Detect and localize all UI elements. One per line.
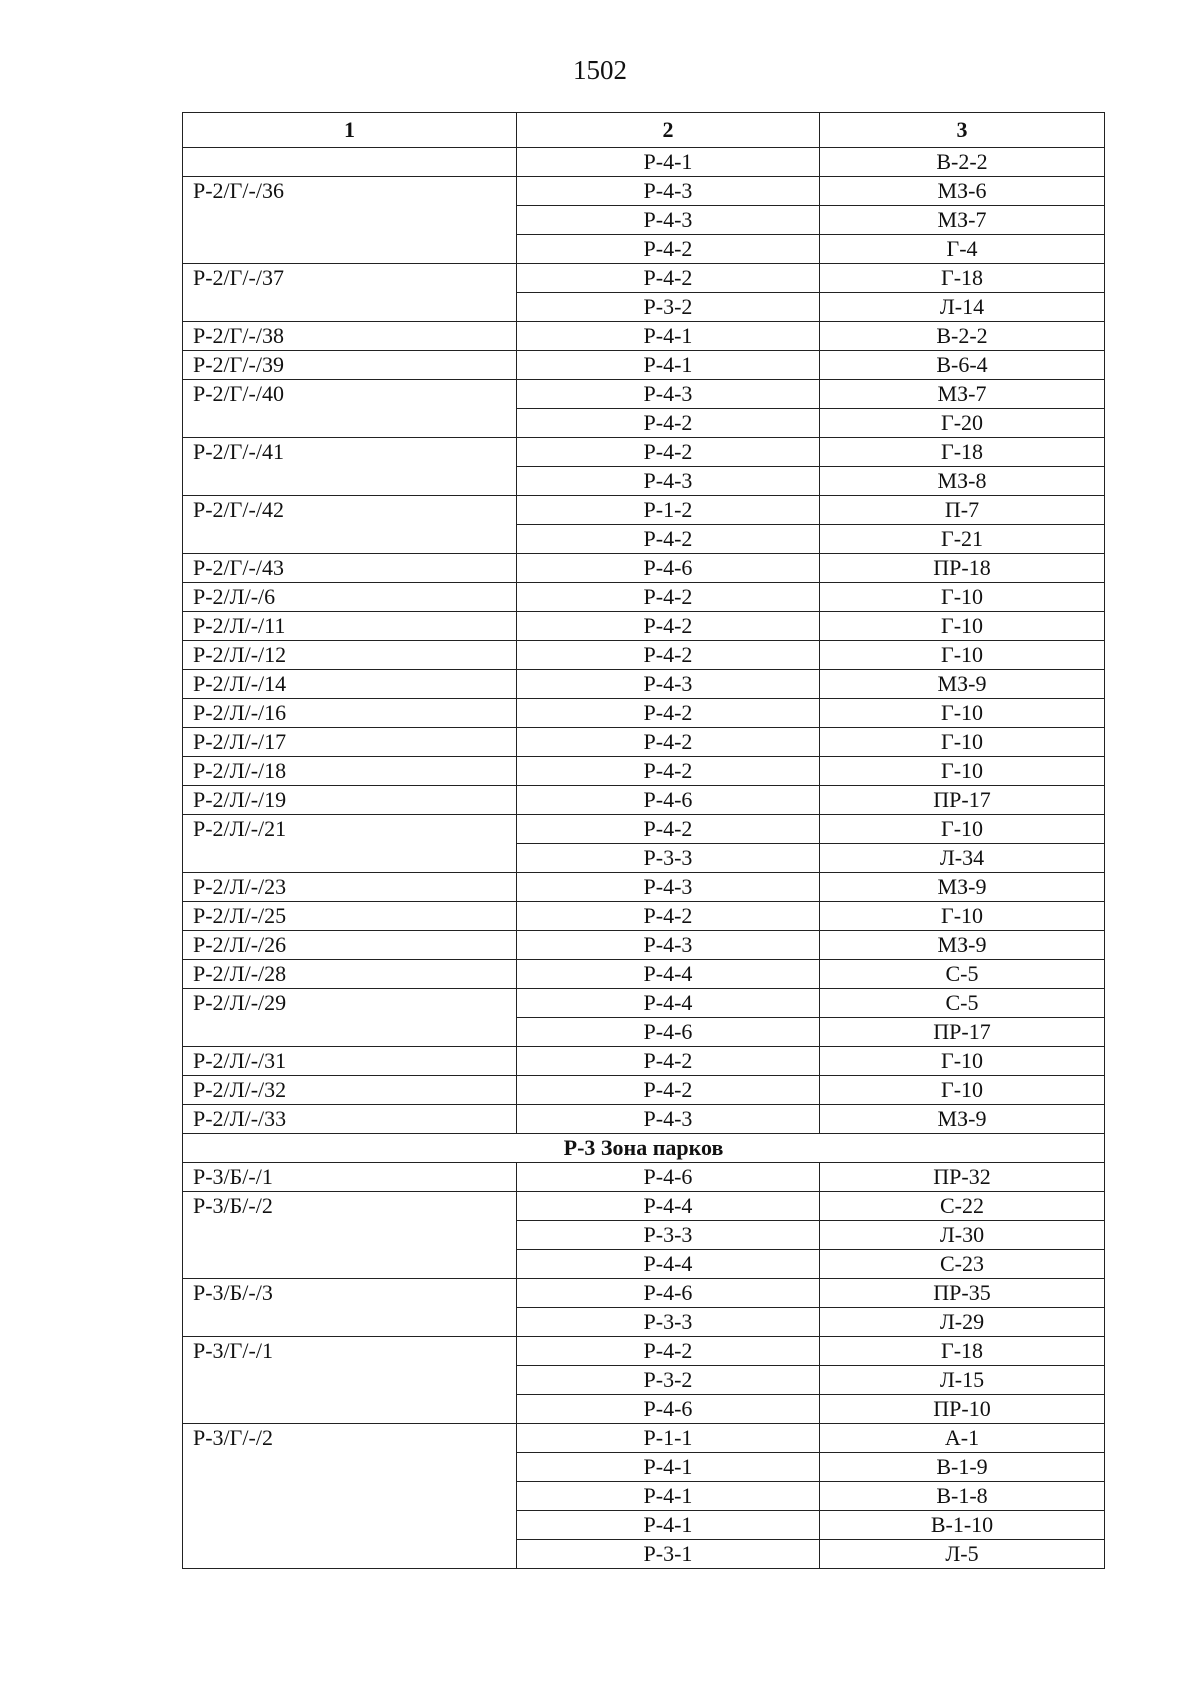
- column-3-cell: Г-10: [820, 699, 1105, 728]
- section-row: [183, 1134, 1105, 1163]
- column-2-cell: Р-4-2: [517, 641, 820, 670]
- column-2-cell: Р-4-2: [517, 1337, 820, 1366]
- header-col-3: 3: [820, 113, 1105, 148]
- column-3-cell: Г-10: [820, 1047, 1105, 1076]
- header-row: [183, 113, 1105, 148]
- column-2-cell: Р-4-2: [517, 815, 820, 844]
- column-3-cell: Г-18: [820, 264, 1105, 293]
- zone-code-cell: Р-2/Л/-/11: [183, 612, 517, 641]
- table-row: [183, 1424, 1105, 1453]
- column-2-cell: Р-4-3: [517, 206, 820, 235]
- table-row: [183, 960, 1105, 989]
- zone-code-cell: Р-3/Г/-/1: [183, 1337, 517, 1424]
- column-2-cell: Р-4-3: [517, 931, 820, 960]
- column-3-cell: Г-10: [820, 641, 1105, 670]
- column-2-cell: Р-4-4: [517, 989, 820, 1018]
- column-3-cell: Г-18: [820, 1337, 1105, 1366]
- header-col-1: 1: [183, 113, 517, 148]
- column-2-cell: Р-4-1: [517, 351, 820, 380]
- table-row: [183, 815, 1105, 844]
- column-2-cell: Р-4-1: [517, 322, 820, 351]
- column-2-cell: Р-4-2: [517, 1076, 820, 1105]
- column-3-cell: П-7: [820, 496, 1105, 525]
- table-row: [183, 351, 1105, 380]
- column-3-cell: ПР-32: [820, 1163, 1105, 1192]
- column-3-cell: МЗ-9: [820, 670, 1105, 699]
- column-3-cell: МЗ-7: [820, 206, 1105, 235]
- zone-code-cell: Р-2/Л/-/23: [183, 873, 517, 902]
- column-2-cell: Р-3-3: [517, 1221, 820, 1250]
- column-3-cell: Г-10: [820, 815, 1105, 844]
- column-3-cell: Л-34: [820, 844, 1105, 873]
- zone-code-cell: Р-2/Л/-/25: [183, 902, 517, 931]
- column-3-cell: Л-15: [820, 1366, 1105, 1395]
- column-2-cell: Р-4-2: [517, 438, 820, 467]
- zone-code-cell: Р-2/Л/-/31: [183, 1047, 517, 1076]
- table-body: [183, 148, 1105, 1569]
- column-3-cell: Г-20: [820, 409, 1105, 438]
- table-row: [183, 1047, 1105, 1076]
- column-2-cell: Р-4-3: [517, 380, 820, 409]
- table-row: [183, 873, 1105, 902]
- zone-code-cell: Р-2/Л/-/19: [183, 786, 517, 815]
- column-3-cell: С-22: [820, 1192, 1105, 1221]
- column-3-cell: В-6-4: [820, 351, 1105, 380]
- column-3-cell: В-1-8: [820, 1482, 1105, 1511]
- column-2-cell: Р-4-1: [517, 1453, 820, 1482]
- zone-code-cell: Р-2/Л/-/28: [183, 960, 517, 989]
- column-3-cell: С-23: [820, 1250, 1105, 1279]
- column-3-cell: В-1-9: [820, 1453, 1105, 1482]
- zone-code-cell: Р-2/Г/-/42: [183, 496, 517, 554]
- column-2-cell: Р-4-2: [517, 728, 820, 757]
- zone-code-cell: Р-2/Л/-/17: [183, 728, 517, 757]
- table-row: [183, 264, 1105, 293]
- table-row: [183, 322, 1105, 351]
- zone-code-cell: Р-2/Л/-/16: [183, 699, 517, 728]
- table-row: [183, 641, 1105, 670]
- column-2-cell: Р-4-6: [517, 554, 820, 583]
- column-2-cell: Р-4-2: [517, 235, 820, 264]
- column-3-cell: МЗ-6: [820, 177, 1105, 206]
- column-3-cell: Л-30: [820, 1221, 1105, 1250]
- column-2-cell: Р-3-1: [517, 1540, 820, 1569]
- zone-code-cell: Р-2/Г/-/41: [183, 438, 517, 496]
- column-3-cell: ПР-10: [820, 1395, 1105, 1424]
- column-2-cell: Р-4-2: [517, 525, 820, 554]
- column-3-cell: Г-10: [820, 757, 1105, 786]
- column-2-cell: Р-3-3: [517, 844, 820, 873]
- column-2-cell: Р-4-2: [517, 1047, 820, 1076]
- column-2-cell: Р-4-6: [517, 1163, 820, 1192]
- zone-code-cell: Р-3/Б/-/2: [183, 1192, 517, 1279]
- zone-code-cell: Р-2/Г/-/38: [183, 322, 517, 351]
- table-row: [183, 786, 1105, 815]
- column-3-cell: МЗ-8: [820, 467, 1105, 496]
- column-2-cell: Р-4-4: [517, 1250, 820, 1279]
- zone-code-cell: Р-2/Г/-/43: [183, 554, 517, 583]
- column-2-cell: Р-4-2: [517, 612, 820, 641]
- column-2-cell: Р-4-3: [517, 670, 820, 699]
- table-row: [183, 1192, 1105, 1221]
- table-row: [183, 931, 1105, 960]
- table-header: [183, 113, 1105, 148]
- column-2-cell: Р-4-1: [517, 1511, 820, 1540]
- table-row: [183, 583, 1105, 612]
- zone-code-cell: Р-2/Л/-/12: [183, 641, 517, 670]
- column-2-cell: Р-4-3: [517, 467, 820, 496]
- column-2-cell: Р-4-2: [517, 902, 820, 931]
- column-2-cell: Р-4-6: [517, 1018, 820, 1047]
- column-3-cell: Л-29: [820, 1308, 1105, 1337]
- zone-code-cell: Р-2/Л/-/26: [183, 931, 517, 960]
- table-row: [183, 670, 1105, 699]
- zone-code-cell: Р-2/Л/-/29: [183, 989, 517, 1047]
- column-3-cell: ПР-17: [820, 1018, 1105, 1047]
- column-3-cell: ПР-18: [820, 554, 1105, 583]
- table-row: [183, 496, 1105, 525]
- column-3-cell: Г-10: [820, 612, 1105, 641]
- column-2-cell: Р-4-2: [517, 699, 820, 728]
- column-2-cell: Р-3-3: [517, 1308, 820, 1337]
- column-2-cell: Р-4-4: [517, 960, 820, 989]
- column-3-cell: Г-18: [820, 438, 1105, 467]
- column-3-cell: Г-10: [820, 902, 1105, 931]
- column-2-cell: Р-4-2: [517, 264, 820, 293]
- table-row: [183, 148, 1105, 177]
- column-3-cell: МЗ-9: [820, 931, 1105, 960]
- zone-code-cell: Р-3/Б/-/3: [183, 1279, 517, 1337]
- column-3-cell: В-1-10: [820, 1511, 1105, 1540]
- column-2-cell: Р-4-2: [517, 757, 820, 786]
- table-row: [183, 1076, 1105, 1105]
- table-row: [183, 1279, 1105, 1308]
- table-row: [183, 438, 1105, 467]
- column-3-cell: С-5: [820, 989, 1105, 1018]
- zone-code-cell: Р-2/Г/-/40: [183, 380, 517, 438]
- zone-code-cell: Р-2/Л/-/21: [183, 815, 517, 873]
- column-2-cell: Р-4-6: [517, 1395, 820, 1424]
- column-2-cell: Р-4-1: [517, 1482, 820, 1511]
- column-2-cell: Р-4-3: [517, 1105, 820, 1134]
- zone-code-cell: Р-2/Л/-/18: [183, 757, 517, 786]
- column-3-cell: В-2-2: [820, 148, 1105, 177]
- section-title: Р-3 Зона парков: [183, 1134, 1105, 1163]
- column-2-cell: Р-4-1: [517, 148, 820, 177]
- table-row: [183, 177, 1105, 206]
- zone-code-cell: Р-2/Л/-/6: [183, 583, 517, 612]
- column-2-cell: Р-4-2: [517, 583, 820, 612]
- column-3-cell: Г-10: [820, 583, 1105, 612]
- column-3-cell: ПР-35: [820, 1279, 1105, 1308]
- column-2-cell: Р-1-2: [517, 496, 820, 525]
- table-row: [183, 380, 1105, 409]
- column-3-cell: Г-21: [820, 525, 1105, 554]
- zone-code-cell: Р-2/Г/-/36: [183, 177, 517, 264]
- column-3-cell: В-2-2: [820, 322, 1105, 351]
- column-2-cell: Р-4-2: [517, 409, 820, 438]
- zone-code-cell: [183, 148, 517, 177]
- column-2-cell: Р-4-6: [517, 786, 820, 815]
- column-3-cell: Г-10: [820, 728, 1105, 757]
- column-3-cell: МЗ-7: [820, 380, 1105, 409]
- zone-code-cell: Р-2/Г/-/39: [183, 351, 517, 380]
- zone-code-cell: Р-2/Л/-/33: [183, 1105, 517, 1134]
- table-row: [183, 989, 1105, 1018]
- table-row: [183, 1163, 1105, 1192]
- table-row: [183, 1105, 1105, 1134]
- column-3-cell: МЗ-9: [820, 873, 1105, 902]
- column-2-cell: Р-4-3: [517, 177, 820, 206]
- table-row: [183, 728, 1105, 757]
- page-number: 1502: [573, 55, 627, 85]
- column-2-cell: Р-3-2: [517, 293, 820, 322]
- zone-code-cell: Р-2/Л/-/32: [183, 1076, 517, 1105]
- column-2-cell: Р-4-3: [517, 873, 820, 902]
- zone-code-cell: Р-2/Л/-/14: [183, 670, 517, 699]
- column-2-cell: Р-1-1: [517, 1424, 820, 1453]
- table-row: [183, 1337, 1105, 1366]
- table-row: [183, 699, 1105, 728]
- table-row: [183, 612, 1105, 641]
- table-row: [183, 554, 1105, 583]
- zoning-table: [182, 112, 1105, 1569]
- column-3-cell: МЗ-9: [820, 1105, 1105, 1134]
- column-3-cell: С-5: [820, 960, 1105, 989]
- zone-code-cell: Р-2/Г/-/37: [183, 264, 517, 322]
- column-3-cell: Г-4: [820, 235, 1105, 264]
- table-row: [183, 902, 1105, 931]
- header-col-2: 2: [517, 113, 820, 148]
- column-2-cell: Р-3-2: [517, 1366, 820, 1395]
- column-2-cell: Р-4-6: [517, 1279, 820, 1308]
- table-row: [183, 757, 1105, 786]
- column-3-cell: Г-10: [820, 1076, 1105, 1105]
- zone-code-cell: Р-3/Г/-/2: [183, 1424, 517, 1569]
- column-3-cell: Л-14: [820, 293, 1105, 322]
- column-3-cell: ПР-17: [820, 786, 1105, 815]
- zone-code-cell: Р-3/Б/-/1: [183, 1163, 517, 1192]
- column-3-cell: Л-5: [820, 1540, 1105, 1569]
- column-3-cell: А-1: [820, 1424, 1105, 1453]
- column-2-cell: Р-4-4: [517, 1192, 820, 1221]
